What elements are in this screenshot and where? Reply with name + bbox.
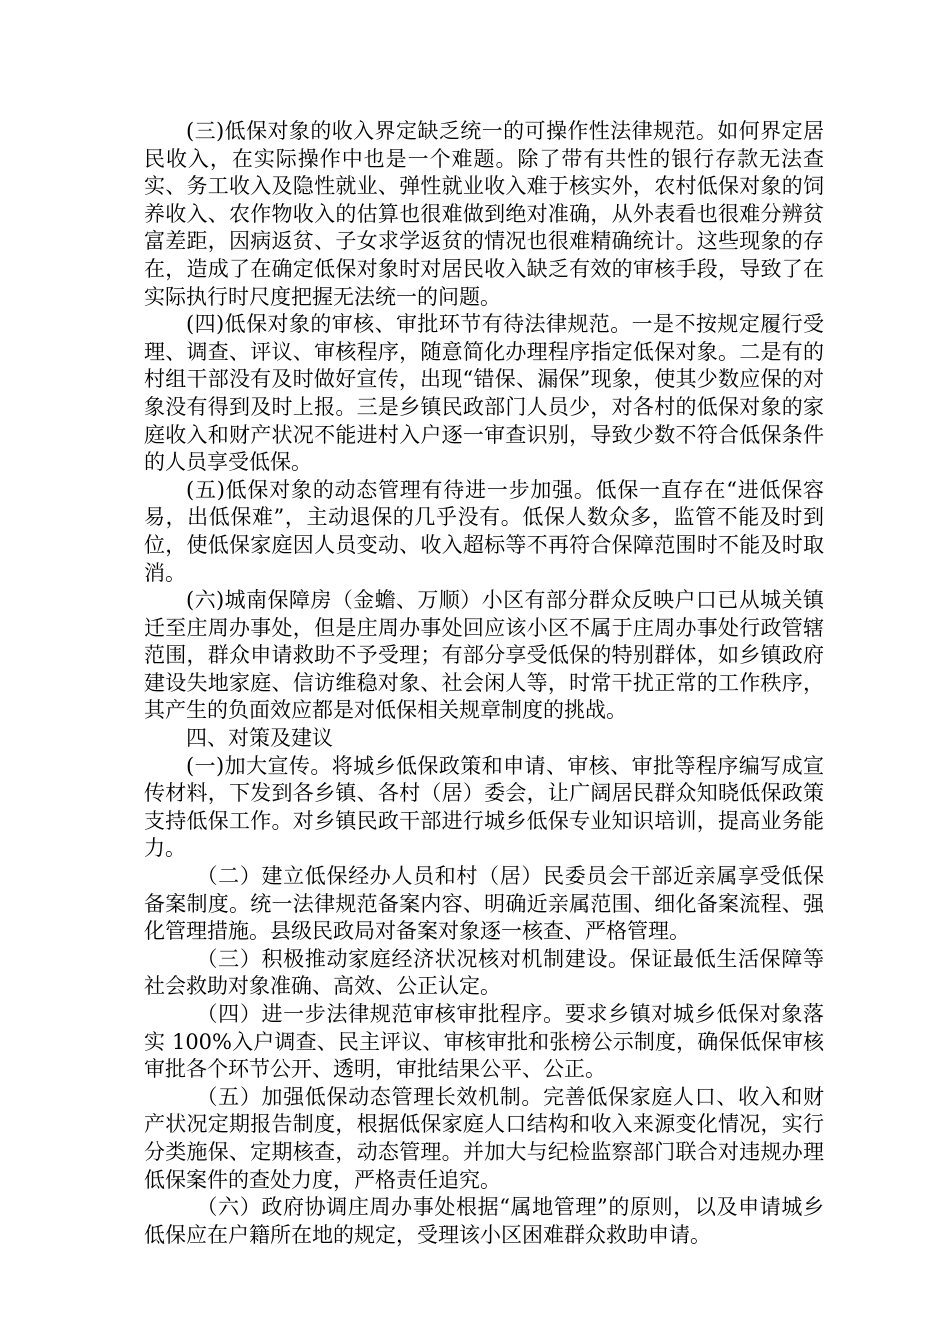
paragraph-income-definition: (三)低保对象的收入界定缺乏统一的可操作性法律规范。如何界定居民收入，在实际操作中也是一个难题。除了带有共性的银行存款无法查实、务工收入及隐性就业、弹性就业收入难于核实外，农村低保对象的饲养收入、农作物收入的估算也很难做到绝对准确，从外表看也很难分辨贫富差距，因病返贫、子女求学返贫的情况也很难精确统计。这些现象的存在，造成了在确定低保对象时对居民收入缺乏有效的审核手段，导致了在实际执行时尺度把握无法统一的问题。 (144, 119, 824, 309)
recommendation-verification: （三）积极推动家庭经济状况核对机制建设。保证最低生活保障等社会救助对象准确、高效、公正认定。 (144, 946, 824, 999)
section-heading: 四、对策及建议 (186, 726, 333, 751)
paragraph-chengnan-housing: (六)城南保障房（金蟾、万顺）小区有部分群众反映户口已从城关镇迁至庄周办事处，但是庄周办事处回应该小区不属于庄周办事处行政管辖范围，群众申请救助不予受理；有部分享受低保的特别群体，如乡镇政府建设失地家庭、信访维稳对象、社会闲人等，时常干扰正常的工作秩序，其产生的负面效应都是对低保相关规章制度的挑战。 (144, 588, 824, 723)
document-body (144, 118, 824, 1249)
paragraph-dynamic-management: (五)低保对象的动态管理有待进一步加强。低保一直存在“进低保容易，出低保难”，主动退保的几乎没有。低保人数众多，监管不能及时到位，使低保家庭因人员变动、收入超标等不再符合保障范围时不能及时取消。 (144, 477, 824, 585)
paragraph-review-approval: (四)低保对象的审核、审批环节有待法律规范。一是不按规定履行受理、调查、评议、审核程序，随意简化办理程序指定低保对象。二是有的村组干部没有及时做好宣传，出现“错保、漏保”现象，使其少数应保的对象没有得到及时上报。三是乡镇民政部门人员少，对各村的低保对象的家庭收入和财产状况不能进村入户逐一审查识别，导致少数不符合低保条件的人员享受低保。 (144, 312, 824, 475)
recommendation-dynamic-management: （五）加强低保动态管理长效机制。完善低保家庭人口、收入和财产状况定期报告制度，根据低保家庭人口结构和收入来源变化情况，实行分类施保、定期核查，动态管理。并加大与纪检监察部门联合对违规办理低保案件的查处力度，严格责任追究。 (144, 1084, 824, 1192)
recommendation-procedures: （四）进一步法律规范审核审批程序。要求乡镇对城乡低保对象落实 100%入户调查、民主评议、审核审批和张榜公示制度，确保低保审核审批各个环节公开、透明，审批结果公平、公正。 (144, 1002, 824, 1082)
recommendation-publicity: (一)加大宣传。将城乡低保政策和申请、审核、审批等程序编写成宣传材料，下发到各乡镇、各村（居）委会，让广阔居民群众知晓低保政策支持低保工作。对乡镇民政干部进行城乡低保专业知识培训，提高业务能力。 (144, 753, 824, 861)
recommendation-filing-system: （二）建立低保经办人员和村（居）民委员会干部近亲属享受低保备案制度。统一法律规范备案内容、明确近亲属范围、细化备案流程、强化管理措施。县级民政局对备案对象逐一核查、严格管理。 (144, 864, 824, 944)
recommendation-coordination: （六）政府协调庄周办事处根据“属地管理”的原则，以及申请城乡低保应在户籍所在地的规定，受理该小区困难群众救助申请。 (144, 1195, 824, 1247)
